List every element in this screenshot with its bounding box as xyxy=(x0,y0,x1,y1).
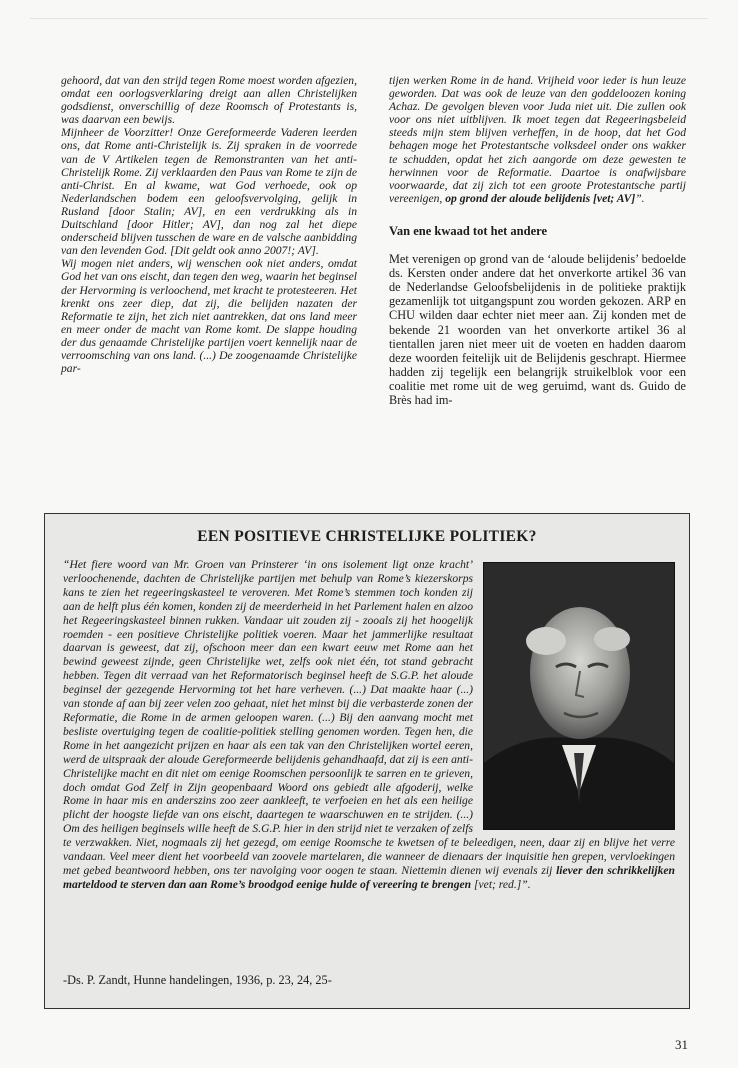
section-heading: Van ene kwaad tot het andere xyxy=(389,223,547,238)
left-paragraph-3: Wij mogen niet anders, wij wenschen ook niet anders, omdat God het van ons eischt, dan tegen den weg, waarin het beginsel der Hervorming is verloochend, met kracht te protesteeren. Het krenkt ons zeer diep, dat zij, die belijden nazaten der Reformatie te zijn, het zich niet aantrekken, dat ons land meer en meer onder de macht van Rome komt. De slappe houding der dus genaamde Christelijke partijen voert kennelijk naar de verroomsching van ons land. (...) De zoogenaamde Christelijke par- xyxy=(61,257,357,376)
box-quote-text: “Het fiere woord van Mr. Groen van Prinsterer ‘in ons isolement ligt onze kracht’ verloochenende, dachten de Christelijke partijen met behulp van Rome’s kiezerskorps kans te zien het regeeringskasteel te veroveren. Met Rome’s stemmen toch konden zij aan de helft plus één komen, konden zij de meerderheid in het Parlement halen en alzoo het Regeeringskasteel binnen rukken. Vandaar uit zouden zij - zooals zij het hoogelijk roemden - een positieve Christelijke politiek voeren. Maar het jammerlijke resultaat daarvan is geweest, dat zij, ofschoon meer dan een kwart eeuw met Rome aan het bewind geweest zijnde, geen Christelijke wet, zelfs ook niet één, tot stand gebracht hebben. Tegen dit verraad van het Reformatorisch beginsel heeft de S.G.P. het aloude beginsel der gezegende Hervorming tot het hare verheven. (...) Dat maakte haar (...) van stonde af aan bij zeer velen zoo gehaat, niet het minst bij die verbasterde zonen der Reformatie, die Rome in de armen geloopen waren. (...) Bij den aanvang mocht met besliste overtuiging tegen de coalitie-politiek stelling genomen worden. Tegen hen, die Rome in het aangezicht prijzen en haar als een tak van den Christelijken wortel eeren, werd de uitspraak der aloude Gereformeerde belijdenis gehandhaafd, dat zij is een anti-Christelijke macht en dit niet om eenige Roomschen persoonlijk te sarren en te grieven, doch omdat God Zelf in Zijn geopenbaard Woord ons gebiedt alle afgoderij, welke Rome in haar mis en anderszins zoo zeer aankleeft, te verfoeien en het als een heilige plicht der hoogste liefde van ons eischt, daartegen te waarschuwen en te strijden. (...) Om des heiligen beginsels wille heeft de S.G.P. hier in den strijd niet te verzaken of zelfs te verzwakken. Niet, nogmaals zij het gezegd, om eenige Roomsche te kwetsen of te beleedigen, neen, daar zij en blijve het verre vandaan. Veel meer dient het voorbeeld van zoovele martelaren, die wanneer de dienaars der inquisitie hen grepen, vervloekingen met gebed beantwoord hebben, ons ter navolging voor oogen te staan. Niettemin dienen wij evenals zij xyxy=(63,558,675,877)
right-quote-end: ”. xyxy=(635,191,645,205)
right-quote xyxy=(389,74,686,205)
right-body-paragraph: Met verenigen op grond van de ‘aloude belijdenis’ bedoelde ds. Kersten onder andere dat het onverkorte artikel 36 van de Nederlandse Geloofsbelijdenis in de politieke praktijk gezamenlijk tot uitgangspunt zou worden gekozen. ARP en CHU wilden daar echter niet meer aan. Zij konden met de bekende 21 woorden van het onverkorte artikel 36 al tientallen jaren niet meer uit de voeten en hadden daarom deze woorden feitelijk uit de Belijdenis geschrapt. Hiermee hadden zij tegelijk een belangrijk struikelblok voor een coalitie met rome uit de weg geruimd, want ds. Guido de Brès had im- xyxy=(389,252,686,407)
top-rule xyxy=(30,18,708,19)
left-column xyxy=(61,74,357,375)
left-paragraph-2: Mijnheer de Voorzitter! Onze Gereformeerde Vaderen leerden ons, dat Rome anti-Christelijk is. Zij spraken in de voorrede van de V Artikelen tegen de Remonstranten van het anti-Christelijk Rome. Zij verklaarden den Paus van Rome te zijn de anti-Christ. En al kwame, wat God verhoede, ook op Nederlandschen bodem een geloofsvervolging, gelijk in Rusland [door Stalin; AV], en een verdrukking als in Duitschland [door Hitler; AV], dan nog zal het diepe onderscheid blijven tusschen de ware en de valsche aanbidding van den levenden God. [Dit geldt ook anno 2007!; AV]. xyxy=(61,126,357,258)
box-quote-end: [vet; red.]”. xyxy=(471,877,531,891)
right-column xyxy=(389,74,686,407)
right-quote-bold: op grond der aloude belijdenis [vet; AV] xyxy=(445,191,636,205)
portrait-illustration xyxy=(484,563,674,829)
portrait-photo xyxy=(483,562,675,830)
box-source: -Ds. P. Zandt, Hunne handelingen, 1936, p. 23, 24, 25- xyxy=(63,973,332,987)
left-paragraph-1: gehoord, dat van den strijd tegen Rome moest worden afgezien, omdat een oorlogsverklaring dreigt aan allen Christelijken godsdienst, onverschillig of deze Roomsch of Protestants is, was daarvan een bewijs. xyxy=(61,74,357,127)
box-quote xyxy=(63,558,675,892)
page-number: 31 xyxy=(675,1037,688,1052)
box-title: EEN POSITIEVE CHRISTELIJKE POLITIEK? xyxy=(197,528,537,545)
quote-box xyxy=(44,513,690,1009)
right-quote-text: tijen werken Rome in de hand. Vrijheid voor ieder is hun leuze geworden. Dat was ook de leuze van den goddeloozen koning Achaz. De gevolgen bleven voor Juda niet uit. Die zullen ook voor ons niet uitblijven. Ik moet tegen dat Regeeringsbeleid steeds mijn stem blijven verheffen, in de hoop, dat het God behagen moge het Protestantsche volksdeel onder ons wakker te schudden, opdat het zich aangorde om deze gewesten te herwinnen voor de Reformatie. Daartoe is onafwijsbare voorwaarde, dat zij zich tot een groote Protestantsche partij vereenigen, xyxy=(389,74,686,205)
box-quote-bold: liever den schrikkelijken marteldood te sterven dan aan Rome’s broodgod eenige hulde of vereering te brengen xyxy=(63,863,675,891)
